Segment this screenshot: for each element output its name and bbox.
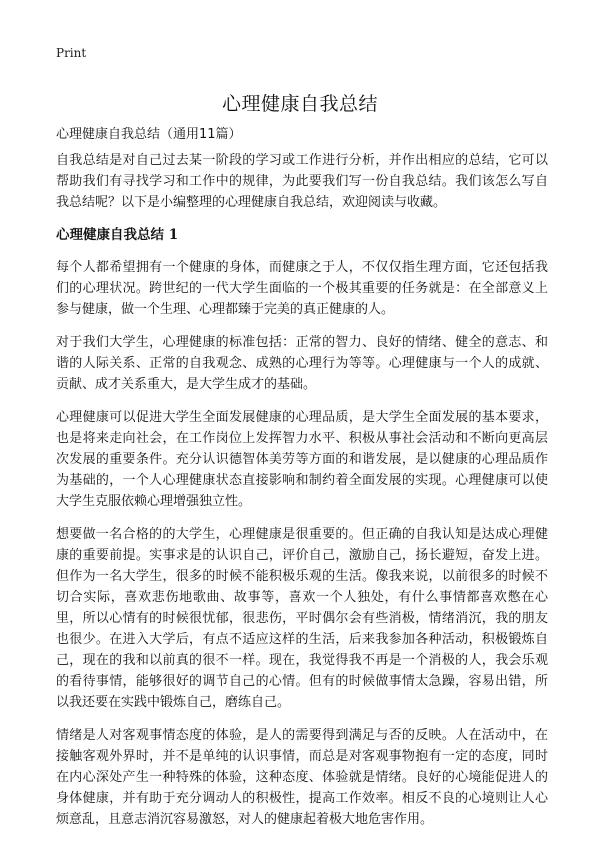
body-paragraph: 想要做一名合格的的大学生，心理健康是很重要的。但正确的自我认知是达成心理健康的重要前提。实事求是的认识自己，评价自己，激励自己，扬长避短，奋发上进。但作为一名大学生，很多的时候不能积极乐观的生活。像我来说，以前很多的时候不切合实际，喜欢悲伤地歌曲、故事等，喜欢一个人独处，有什么事情都喜欢憋在心里，所以心情有的时候很忧郁，很悲伤，平时偶尔会有些消极，情绪消沉，我的朋友也很少。在进入大学后，有点不适应这样的生活，后来我参加各种活动，积极锻炼自己，现在的我和以前真的很不一样。现在，我觉得我不再是一个消极的人，我会乐观的看待事情，能够很好的调节自己的心情。但有的时候做事情太急躁，容易出错，所以我还要在实践中锻炼自己，磨练自己。 (56, 527, 548, 710)
body-paragraph: 情绪是人对客观事情态度的体验，是人的需要得到满足与否的反映。人在活动中，在接触客观外界时，并不是单纯的认识事情，而总是对客观事物抱有一定的态度，同时在内心深处产生一种特殊的体验，这种态度、体验就是情绪。良好的心境能促进人的身体健康，并有助于充分调动人的积极性，提高工作效率。相反不良的心境则让人心烦意乱，且意志消沉容易激怒，对人的健康起着极大地危害作用。 (56, 728, 548, 827)
body-paragraph: 每个人都希望拥有一个健康的身体，而健康之于人，不仅仅指生理方面，它还包括我们的心理状况。跨世纪的一代大学生面临的一个极其重要的任务就是：在全部意义上参与健康，做一个生理、心理都臻于完美的真正健康的人。 (56, 260, 548, 317)
page-title: 心理健康自我总结 (221, 92, 378, 115)
intro-paragraph: 自我总结是对自己过去某一阶段的学习或工作进行分析，并作出相应的总结，它可以帮助我们有寻找学习和工作中的规律，为此要我们写一份自我总结。我们该怎么写自我总结呢？以下是小编整理的心理健康自我总结，欢迎阅读与收藏。 (56, 153, 548, 210)
body-paragraph: 心理健康可以促进大学生全面发展健康的心理品质，是大学生全面发展的基本要求，也是将来走向社会，在工作岗位上发挥智力水平、积极从事社会活动和不断向更高层次发展的重要条件。充分认识德智体美劳等方面的和谐发展，是以健康的心理品质作为基础的，一个人心理健康状态直接影响和制约着全面发展的实现。心理健康可以使大学生克服依赖心理增强独立性。 (56, 410, 548, 509)
document-subtitle: 心理健康自我总结（通用11篇） (56, 127, 242, 142)
print-link[interactable]: Print (56, 46, 87, 60)
section-heading: 心理健康自我总结 1 (56, 227, 179, 243)
body-paragraph: 对于我们大学生，心理健康的标准包括：正常的智力、良好的情绪、健全的意志、和谐的人际关系、正常的自我观念、成熟的心理行为等等。心理健康与一个人的成就、贡献、成才关系重大，是大学生成才的基础。 (56, 335, 548, 392)
article-body (56, 150, 548, 842)
